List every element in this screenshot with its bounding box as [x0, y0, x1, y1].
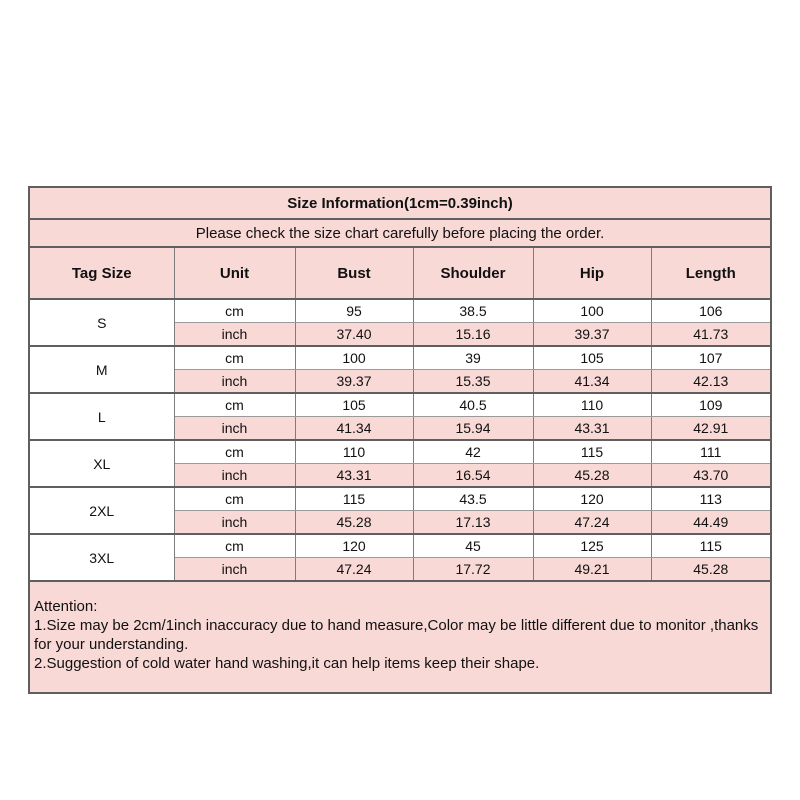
value-cell: 47.24 — [533, 511, 651, 535]
value-cell: 115 — [295, 487, 413, 511]
unit-label: cm — [174, 487, 295, 511]
column-header-tag-size: Tag Size — [29, 247, 174, 299]
size-label: 3XL — [29, 534, 174, 581]
value-cell: 120 — [295, 534, 413, 558]
attention-line: 1.Size may be 2cm/1inch inaccuracy due to hand measure,Color may be little different due to monitor ,thanks — [34, 617, 759, 634]
column-header-hip: Hip — [533, 247, 651, 299]
column-header-shoulder: Shoulder — [413, 247, 533, 299]
value-cell: 109 — [651, 393, 771, 417]
value-cell: 111 — [651, 440, 771, 464]
value-cell: 39 — [413, 346, 533, 370]
value-cell: 45.28 — [295, 511, 413, 535]
value-cell: 43.70 — [651, 464, 771, 488]
table-row — [29, 346, 771, 370]
value-cell: 49.21 — [533, 558, 651, 582]
column-header-unit: Unit — [174, 247, 295, 299]
value-cell: 42.13 — [651, 370, 771, 394]
value-cell: 41.73 — [651, 323, 771, 347]
value-cell: 16.54 — [413, 464, 533, 488]
value-cell: 15.16 — [413, 323, 533, 347]
value-cell: 120 — [533, 487, 651, 511]
table-subtitle-row — [29, 219, 771, 247]
unit-label: inch — [174, 464, 295, 488]
value-cell: 39.37 — [295, 370, 413, 394]
size-label: L — [29, 393, 174, 440]
value-cell: 45.28 — [533, 464, 651, 488]
value-cell: 38.5 — [413, 299, 533, 323]
value-cell: 43.31 — [295, 464, 413, 488]
value-cell: 41.34 — [533, 370, 651, 394]
value-cell: 105 — [295, 393, 413, 417]
unit-label: inch — [174, 558, 295, 582]
size-label: M — [29, 346, 174, 393]
value-cell: 110 — [295, 440, 413, 464]
value-cell: 42 — [413, 440, 533, 464]
column-header-length: Length — [651, 247, 771, 299]
attention-line: 2.Suggestion of cold water hand washing,it can help items keep their shape. — [34, 655, 540, 672]
table-title-row — [29, 187, 771, 219]
value-cell: 43.31 — [533, 417, 651, 441]
value-cell: 105 — [533, 346, 651, 370]
attention-heading: Attention: — [34, 598, 98, 615]
attention-row — [29, 581, 771, 693]
unit-label: cm — [174, 346, 295, 370]
table-title: Size Information(1cm=0.39inch) — [29, 187, 771, 219]
size-label: XL — [29, 440, 174, 487]
table-row — [29, 534, 771, 558]
attention-line: for your understanding. — [34, 636, 189, 653]
unit-label: cm — [174, 299, 295, 323]
value-cell: 113 — [651, 487, 771, 511]
value-cell: 107 — [651, 346, 771, 370]
table-subtitle: Please check the size chart carefully before placing the order. — [29, 219, 771, 247]
value-cell: 45.28 — [651, 558, 771, 582]
table-row — [29, 393, 771, 417]
size-chart-card — [28, 186, 772, 694]
value-cell: 115 — [651, 534, 771, 558]
value-cell: 17.13 — [413, 511, 533, 535]
value-cell: 45 — [413, 534, 533, 558]
value-cell: 106 — [651, 299, 771, 323]
size-table — [28, 186, 772, 694]
value-cell: 42.91 — [651, 417, 771, 441]
value-cell: 37.40 — [295, 323, 413, 347]
value-cell: 44.49 — [651, 511, 771, 535]
table-row — [29, 487, 771, 511]
column-header-row — [29, 247, 771, 299]
unit-label: cm — [174, 440, 295, 464]
value-cell: 47.24 — [295, 558, 413, 582]
value-cell: 41.34 — [295, 417, 413, 441]
value-cell: 15.94 — [413, 417, 533, 441]
unit-label: inch — [174, 511, 295, 535]
unit-label: cm — [174, 393, 295, 417]
unit-label: inch — [174, 323, 295, 347]
value-cell: 115 — [533, 440, 651, 464]
value-cell: 15.35 — [413, 370, 533, 394]
value-cell: 39.37 — [533, 323, 651, 347]
column-header-bust: Bust — [295, 247, 413, 299]
unit-label: inch — [174, 417, 295, 441]
value-cell: 40.5 — [413, 393, 533, 417]
value-cell: 100 — [295, 346, 413, 370]
size-label: 2XL — [29, 487, 174, 534]
value-cell: 17.72 — [413, 558, 533, 582]
value-cell: 95 — [295, 299, 413, 323]
value-cell: 43.5 — [413, 487, 533, 511]
table-row — [29, 440, 771, 464]
value-cell: 125 — [533, 534, 651, 558]
attention-note — [29, 581, 771, 693]
table-row — [29, 299, 771, 323]
value-cell: 110 — [533, 393, 651, 417]
unit-label: inch — [174, 370, 295, 394]
size-label: S — [29, 299, 174, 346]
value-cell: 100 — [533, 299, 651, 323]
unit-label: cm — [174, 534, 295, 558]
